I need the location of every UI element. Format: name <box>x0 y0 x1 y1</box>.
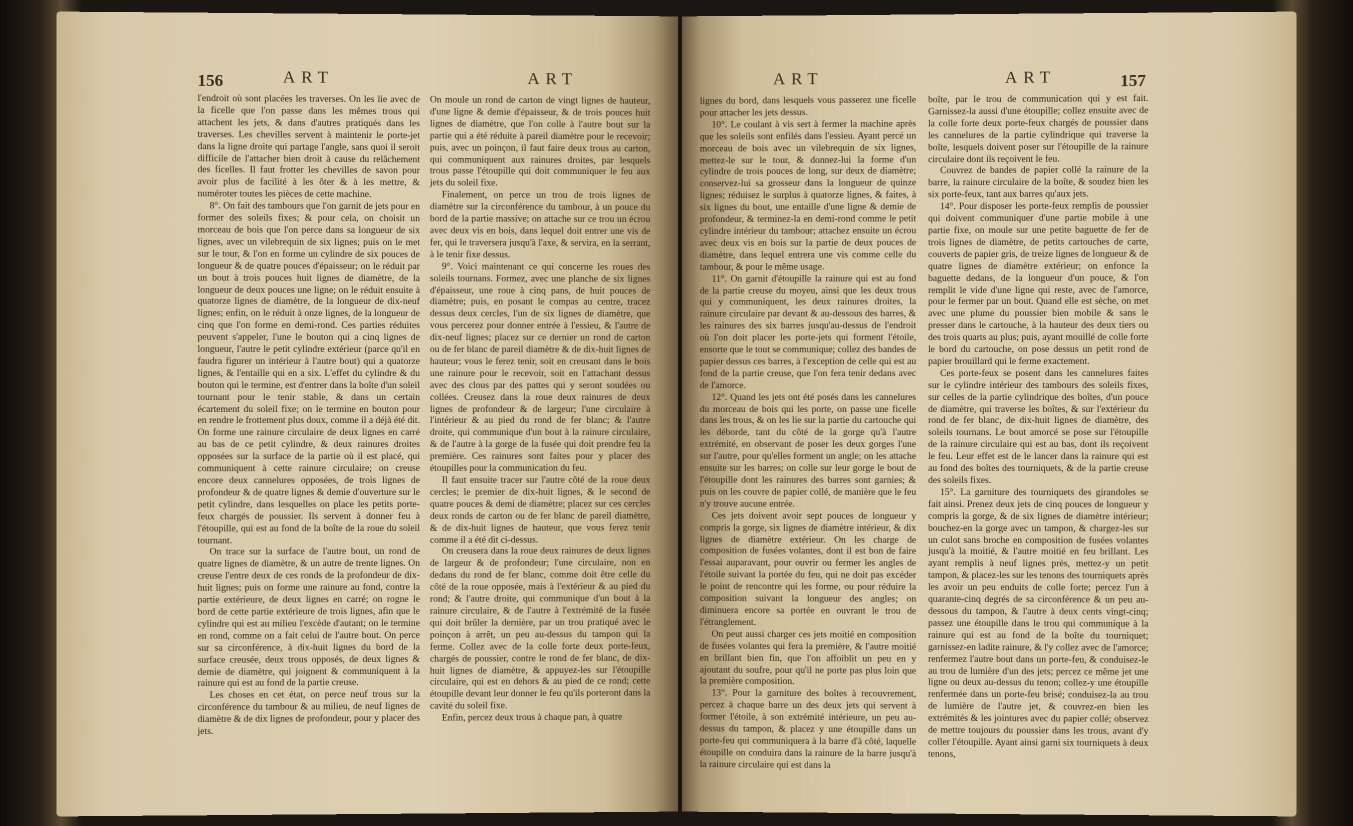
page-number-right: 157 <box>1120 70 1146 91</box>
right-page-column-2 <box>928 93 1148 762</box>
paragraph: On moule un rond de carton de vingt lignes de hauteur, d'une ligne & demie d'épaisseur, & de trois pouces huit lignes de diamètre, que l'on colle à l'autre bout sur la partie qui a été réduite à pareil diamètre pour le recevoir; puis, avec un poinçon, il faut faire deux trous au carton, qui communiquent aux rainures droites, par lesquels trous passe l'étoupille qui doit communiquer le feu aux jets du soleil fixe. <box>429 94 651 189</box>
paragraph: 8°. On fait des tambours que l'on garnit de jets pour en former des soleils fixes; & pour cela, on choisit un morceau de bois que l'on perce dans sa longueur de six lignes, avec un vilebrequin de six lignes; puis on le met sur le tour, & l'on en forme un cylindre de six pouces de longueur & de quatre pouces d'épaisseur; on le réduit par un bout à trois pouces huit lignes de diamètre, de la longueur de deux pouces une ligne; on le réduit ensuite à quatorze lignes de diamètre, de la longueur de dix-neuf lignes; enfin, on le réduit à onze lignes, de la longueur de cinq que l'on forme en demi-rond. Ces parties réduites peuvent s'appeler, l'une le bouton qui a cinq lignes de longueur, l'autre le petit cylindre extérieur (parce qu'il en faudra figurer un intérieur à l'autre bout) qui a quatorze lignes, & l'entaille qui en a six. L'effet du cylindre & du bouton qui le termine, est d'entrer dans la boîte d'un soleil tournant pour le tenir stable, & dans un certain écartement du soleil fixe; on le termine en bouton pour en rendre le frottement plus doux, comme il a déjà été dit. On forme une rainure circulaire de deux lignes en carré au bas de ce petit cylindre, & deux rainures droites opposées sur la surface de la partie où il est placé, qui communiquent à cette rainure circulaire; on creuse encore deux cannelures opposées, de trois lignes de profondeur & de quatre lignes & demie d'ouverture sur le petit cylindre, dans lesquelles on place les petits porte-feux chargés de poussier. Ils servent à donner feu à l'étoupille, qui est au fond de la boîte de la roue du soleil tournant. <box>197 200 420 546</box>
right-page-column-1 <box>700 94 916 772</box>
paragraph: Finalement, on perce un trou de trois lignes de diamètre sur la circonférence du tambour, à un pouce du bord de la partie massive; on attache sur ce trou un écrou avec deux vis en bois, dans lequel doit entrer une vis de fer, qui le traversera jusqu'à l'axe, & servira, en la serrant, à le tenir fixe dessus. <box>429 189 651 261</box>
paragraph: 12°. Quand les jets ont été posés dans les cannelures du morceau de bois qui les porte, on passe une ficelle dans les trous, & on les lie sur la partie du cartouche qui les déborde, tant du côté de la gorge qu'à l'autre extrémité, en observant de poser les deux gorges l'une sur l'autre, pour qu'elles forment un angle; on les attache ensuite sur les barres; on colle sur leur gorge le bout de l'étoupille dont les rainures des barres sont garnies; & puis on les couvre de papier collé, de manière que le feu n'y trouve aucune entrée. <box>699 391 917 510</box>
paragraph: Il faut ensuite tracer sur l'autre côté de la roue deux cercles; le premier de dix-huit lignes, & le second de quatre pouces & demi de diamètre; placez sur ces cercles deux ronds de carton ou de fer blanc de pareil diamètre, & de dix-huit lignes de hauteur, que vous ferez tenir comme il a été dit ci-dessus. <box>429 474 651 546</box>
paragraph: Couvrez de bandes de papier collé la rainure de la barre, la rainure circulaire de la boîte, & soudez bien les six porte-feux, tant aux barres qu'aux jets. <box>928 164 1149 201</box>
paragraph: 9°. Voici maintenant ce qui concerne les roues des soleils tournans. Formez, avec une planche de six lignes d'épaisseur, une roue à cinq pans, de huit pouces de diamètre; puis, en posant le compas au centre, tracez dessus deux cercles, l'un de six lignes de diamètre, que vous percerez pour donner entrée à l'essieu, & l'autre de dix-neuf lignes; placez sur ce dernier un rond de carton ou de fer blanc de pareil diamètre & de dix-huit lignes de hauteur; vous le ferez tenir, soit en creusant dans le bois une rainure pour le recevoir, soit en l'attachant dessus avec des clous par des pattes qui y seront soudées ou collées. Creusez dans la roue deux rainures de deux lignes de profondeur & de largeur; l'une circulaire à l'intérieur & au pied du rond de fer blanc; & l'autre droite, qui communique d'un bout à la rainure circulaire, & de l'autre à la gorge de la fusée qui doit prendre feu la première. Ces rainures sont faites pour y placer des étoupilles pour la communication du feu. <box>429 260 651 475</box>
running-header-left-col1: ART <box>282 67 334 87</box>
paragraph: On peut aussi charger ces jets moitié en composition de fusées volantes qui fera la première, & l'autre moitié en brillant bien fin, que l'on affoiblit un peu en y ajoutant du soufre, pour qu'il ne porte pas plus loin que la première composition. <box>699 628 917 688</box>
paragraph: Ces jets doivent avoir sept pouces de longueur y compris la gorge, six lignes de diamètre intérieur, & dix lignes de diamètre extérieur. On les charge de composition de fusées volantes, dont il est bon de faire l'essai auparavant, pour ouvrir ou fermer les angles de l'étoile suivant la portée du feu, qui ne doit pas excéder le point de rencontre qui les forme, ou pour réduire la composition suivant la longueur des angles; on diminuera encore sa portée en ouvrant le trou de l'étranglement. <box>699 510 917 628</box>
running-header-right-col2: ART <box>1004 67 1057 87</box>
paragraph: 11°. On garnit d'étoupille la rainure qui est au fond de la partie creuse du moyeu, ainsi que les deux trous qui y communiquent, les deux rainures droites, la rainure circulaire par devant & au-dessous des barres, & les rainures des six barres jusqu'au-dessus de l'endroit où l'on doit placer les porte-jets qui forment l'étoile, ensorte que le tout se communique; collez des bandes de papier dessus ces barres, à l'exception de celle qui est au fond de la partie creuse, que l'on fera tenir dedans avec de l'amorce. <box>699 272 917 391</box>
running-header-right-col1: ART <box>773 69 824 89</box>
paragraph: lignes du bord, dans lesquels vous passerez une ficelle pour attacher les jets dessus. <box>699 94 917 119</box>
paragraph: On creusera dans la roue deux rainures de deux lignes de largeur & de profondeur; l'une circulaire, non en dedans du rond de fer blanc, comme doit être celle du côté de la roue opposée, mais à l'extérieur & au pied du rond; & l'autre droite, qui communique d'un bout à la rainure circulaire, & de l'autre à l'extrémité de la fusée qui doit brûler la dernière, par un trou pratiqué avec le poinçon à arrêt, un peu au-dessus du tampon qui la ferme. Collez avec de la colle forte deux porte-feux, chargés de poussier, contre le rond de fer blanc, de dix-huit lignes de diamètre, & appuyez-les sur l'étoupille circulaire, qui est en dehors & au pied de ce rond; cette étoupille devant leur donner le feu qu'ils porteront dans la cavité du soleil fixe. <box>429 545 651 712</box>
page-number-left: 156 <box>197 70 224 91</box>
left-page <box>56 12 678 817</box>
right-page <box>682 12 1297 817</box>
paragraph: Enfin, percez deux trous à chaque pan, à quatre <box>441 711 623 724</box>
left-page-column-2 <box>430 94 650 724</box>
paragraph: l'endroit où sont placées les traverses. On les lie avec de la ficelle que l'on passe dans les mêmes trous qui attachent les jets, & dans d'autres pratiqués dans les traverses. Les chevilles servent à maintenir le porte-jet dans la ligne droite qui partage l'angle, sans quoi il seroit difficile de l'attacher bien droit à cause du relâchement des ficelles. Il faut frotter les chevilles de savon pour avoir plus de facilité à les ôter & à les mettre, & numéroter toutes les pièces de cette machine. <box>197 92 420 201</box>
paragraph: boîte, par le trou de communication qui y est fait. Garnissez-la aussi d'une étoupille; collez ensuite avec de la colle forte deux porte-feux chargés de poussier dans les cannelures de la partie cylindrique qui traverse la boîte, lesquels doivent poser sur l'étoupille de la rainure circulaire dont ils reçoivent le feu. <box>928 93 1149 165</box>
paragraph: Les choses en cet état, on perce neuf trous sur la circonférence du tambour & au milieu, de neuf lignes de diamètre & de dix lignes de profondeur, pour y placer des jets. <box>197 689 420 738</box>
paragraph: 14°. Pour disposer les porte-feux remplis de poussier qui doivent communiquer d'une partie mobile à une partie fixe, on moule sur une petite baguette de fer de trois lignes de diamètre, de petits cartouches de carte, couverts de papier gris, de treize lignes de longueur & de quatre lignes de diamètre extérieur; on enfonce la baguette dedans, de la longueur d'un pouce, & l'on remplit le vide d'une ligne qui reste, avec de l'amorce, pour le fermer par un bout. Quand elle est sèche, on met avec une plume du poussier bien mobile & sans le presser dans le cartouche, à la hauteur des deux tiers ou des trois quarts au plus; puis, ayant mouillé de colle forte le bord du cartouche, on pose dessus un petit rond de papier brouillard qui le ferme exactement. <box>928 200 1149 367</box>
paragraph: On trace sur la surface de l'autre bout, un rond de quatre lignes de diamètre, & un autre de trente lignes. On creuse l'entre deux de ces ronds de la profondeur de dix-huit lignes; puis on forme une rainure au fond, contre la partie extérieure, de deux lignes en carré; on rogne le bord de cette partie extérieure de trois lignes, afin que le cylindre qui est au milieu l'excède d'autant; on le termine en rond, comme on a fait celui de l'autre bout. On perce sur sa circonférence, à dix-huit lignes du bord de la surface creusée, deux trous opposés, de deux lignes & demie de diamètre, qui joignent & communiquent à la rainure qui est au fond de la partie creuse. <box>197 546 420 690</box>
paragraph: 15°. La garniture des tourniquets des girandoles se fait ainsi. Prenez deux jets de cinq pouces de longueur y compris la gorge, & de six lignes de diamètre intérieur; bouchez-en la gorge avec un tampon, & chargez-les sur un culot sans broche en composition de fusées volantes jusqu'à la moitié, & l'autre moitié en feu brillant. Les ayant remplis à neuf lignes près, mettez-y un petit tampon, & placez-les sur les tenons des tourniquets après les avoir un peu enduits de colle forte; percez l'un à quarante-cinq degrés de sa circonférence & un peu au-dessous du tampon, & l'autre à deux cents vingt-cinq; passez une étoupille dans le trou qui communique à la rainure qui est au fond de la boîte du tourniquet; garnissez-en ladite rainure, & l'y collez avec de l'amorce; renfermez l'autre bout dans un porte-feu, & conduisez-le au trou de lumière d'un des jets; percez ce même jet une ligne ou deux au-dessus du tenon; collez-y une étoupille renfermée dans un porte-feu brisé; conduisez-la au trou de lumière de l'autre jet, & couvrez-en bien les extrémités & les jointures avec du papier collé; observez de mettre toujours du poussier dans les trous, avant d'y coller l'étoupille. Ayant ainsi garni six tourniquets à deux tenons, <box>928 486 1149 760</box>
paragraph: Ces porte-feux se posent dans les cannelures faites sur le cylindre intérieur des tambours des soleils fixes, sur celles de la partie cylindrique des boîtes, d'un pouce de diamètre, qui traverse les boîtes, & sur l'extérieur du rond de fer blanc, de dix-huit lignes de diamètre, des soleils tournans. Le bout amorcé se pose sur l'étoupille de la rainure circulaire qui est au bas, dont ils reçoivent le feu. Leur effet est de le lancer dans la rainure qui est au fond des boîtes des tourniquets, & de la partie creuse des soleils fixes. <box>928 367 1149 487</box>
running-header-left-col2: ART <box>527 69 579 89</box>
left-page-column-1 <box>198 93 420 738</box>
paragraph: 13°. Pour la garniture des boîtes à recouvrement, percez à chaque barre un des deux jets qui servent à former l'étoile, à son extrémité intérieure, un peu au-dessus du tampon, & placez y une étoupille dans un porte-feu qui communiquera à la barre d'à côté, laquelle étoupille on conduira dans la rainure de la barre jusqu'à la rainure circulaire qui est dans la <box>699 687 917 771</box>
paragraph: 10°. Le coulant à vis sert à fermer la machine après que les soleils sont enfilés dans l'essieu. Ayant percé un morceau de bois avec un vilebrequin de six lignes, mettez-le sur le tour, & donnez-lui la forme d'un cylindre de trois pouces de long, sur deux de diamètre; conservez-lui sa grosseur dans la longueur de quinze lignes; réduisez le surplus à quatorze lignes, & faites, à six lignes du bout, une entaille d'une ligne & demie de profondeur, & terminez-la en demi-rond comme le petit cylindre intérieur du tambour; attachez ensuite un écrou avec deux vis en bois sur la partie de deux pouces de diamètre, dans lequel entrera une vis comme celle du tambour, & pour le même usage. <box>699 118 917 273</box>
